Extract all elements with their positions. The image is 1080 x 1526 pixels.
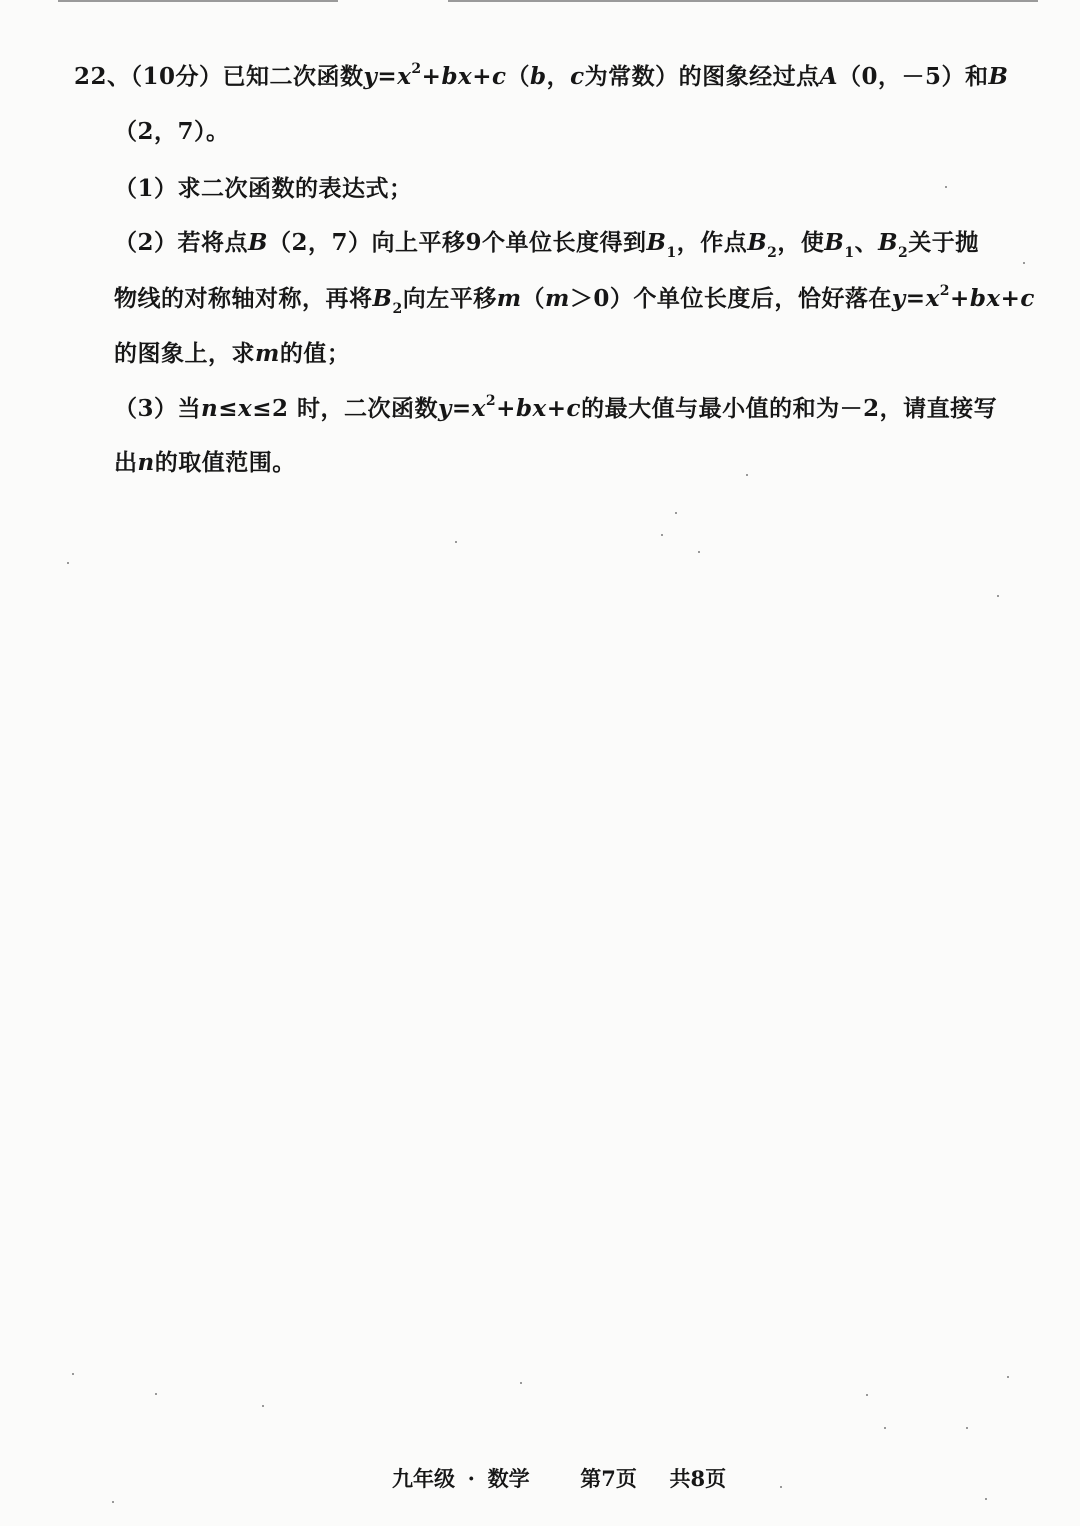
part-2-line-2 <box>114 283 1035 317</box>
part-2-text: 的图象上，求 <box>114 340 255 367</box>
subscript: 1 <box>666 244 677 261</box>
question-score: （10分） <box>130 63 223 90</box>
part-3-line-1 <box>114 394 997 424</box>
paren: （ <box>506 63 531 90</box>
func-var-x: x <box>458 63 473 90</box>
scan-speck <box>884 1427 886 1429</box>
func-var-b: b <box>969 285 987 312</box>
point-b1-label: B <box>646 229 667 256</box>
part-2-text: ，使 <box>777 229 825 256</box>
scan-speck <box>985 1498 987 1500</box>
part-3-text: ≤2 时，二次函数 <box>252 395 439 422</box>
point-a-label: A <box>819 63 839 90</box>
func-var-c: c <box>492 63 507 90</box>
scan-speck <box>112 1501 114 1503</box>
scan-speck <box>698 551 700 553</box>
stem-text: 为常数）的图象经过点 <box>584 63 820 90</box>
part-2-text: 向左平移 <box>402 285 497 312</box>
scan-speck <box>72 1373 74 1375</box>
footer-grade: 九年级 <box>392 1466 455 1491</box>
stem-text: 已知二次函数 <box>222 63 364 90</box>
const-c: c <box>570 63 585 90</box>
point-b-label: B <box>248 229 268 256</box>
scan-speck <box>455 541 457 543</box>
question-stem-line-2 <box>114 117 230 147</box>
func-var-c: c <box>1020 285 1035 312</box>
func-var-b: b <box>441 63 459 90</box>
part-2-line-3 <box>114 339 350 369</box>
func-plus: + <box>496 395 516 422</box>
part-2-text: ＞0）个单位长度后，恰好落在 <box>569 285 892 312</box>
point-b-label: B <box>988 63 1009 90</box>
var-m: m <box>545 285 570 312</box>
part-2-text: （2）若将点 <box>114 229 249 256</box>
footer-total-pages: 共8页 <box>669 1466 727 1491</box>
scan-speck <box>866 1394 868 1396</box>
func-var-c: c <box>566 395 582 422</box>
part-2-text: 物线的对称轴对称，再将 <box>114 285 373 312</box>
subscript: 1 <box>844 244 855 261</box>
scan-speck <box>780 1486 782 1488</box>
point-b2-label: B <box>372 285 393 312</box>
scan-speck <box>1007 1376 1009 1378</box>
func-eq: = <box>377 63 398 90</box>
func-exponent: 2 <box>485 393 497 410</box>
point-a-coord: （0，－5）和 <box>838 63 989 90</box>
func-var-x: x <box>397 63 412 90</box>
scan-speck <box>67 562 69 564</box>
footer-page-number: 第7页 <box>580 1466 637 1491</box>
scan-speck <box>520 1382 522 1384</box>
func-var-y: y <box>363 63 378 90</box>
var-n: n <box>137 449 155 476</box>
point-b-coord: （2，7）。 <box>114 118 230 145</box>
func-var-y: y <box>438 395 452 422</box>
part-2-text: 关于抛 <box>908 229 979 256</box>
footer-subject: 数学 <box>487 1466 530 1491</box>
scan-speck <box>675 512 677 514</box>
var-m: m <box>496 285 522 312</box>
scan-speck <box>997 595 999 597</box>
scan-speck <box>1023 262 1025 264</box>
part-2-line-1 <box>114 228 979 261</box>
part-3-text: 出 <box>114 449 138 476</box>
subscript: 2 <box>392 300 403 317</box>
func-plus: + <box>472 63 493 90</box>
func-plus: + <box>1000 285 1021 312</box>
const-b: b <box>530 63 547 90</box>
func-plus: + <box>950 285 970 312</box>
part-2-text: 、 <box>854 229 879 256</box>
func-eq: = <box>905 285 926 312</box>
var-m: m <box>255 340 280 367</box>
leq-symbol: ≤ <box>218 395 239 422</box>
func-plus: + <box>421 63 442 90</box>
func-plus: + <box>546 395 567 422</box>
subscript: 2 <box>898 244 909 261</box>
scan-speck <box>945 186 947 188</box>
point-b2-label: B <box>878 229 899 256</box>
subscript: 2 <box>767 244 778 261</box>
part-3-line-2 <box>114 448 296 478</box>
scan-speck <box>746 474 748 476</box>
question-stem-line-1 <box>74 62 1008 92</box>
func-var-y: y <box>891 285 906 312</box>
func-var-b: b <box>515 395 533 422</box>
func-exponent: 2 <box>939 283 951 300</box>
page-footer <box>392 1463 726 1493</box>
func-exponent: 2 <box>411 61 422 78</box>
part-2-text: ，作点 <box>676 229 748 256</box>
part-3-text: 的最大值与最小值的和为－2，请直接写 <box>581 395 998 422</box>
var-n: n <box>201 395 219 422</box>
scan-speck <box>966 1427 968 1429</box>
func-var-x: x <box>238 395 253 422</box>
scan-speck <box>661 534 663 536</box>
part-3-text: 的取值范围。 <box>154 449 296 476</box>
func-var-x: x <box>471 395 486 422</box>
part-2-text: （ <box>521 285 546 312</box>
const-sep: ， <box>546 63 571 90</box>
footer-separator: · <box>467 1466 475 1491</box>
part-1 <box>114 174 413 204</box>
part-2-text: （2，7）向上平移9个单位长度得到 <box>267 229 647 256</box>
point-b2-label: B <box>747 229 768 256</box>
func-var-x: x <box>925 285 940 312</box>
part-1-text: （1）求二次函数的表达式； <box>114 175 413 202</box>
func-var-x: x <box>986 285 1001 312</box>
scan-speck <box>262 1405 264 1407</box>
part-3-text: （3）当 <box>114 395 202 422</box>
point-b1-label: B <box>824 229 845 256</box>
scan-speck <box>155 1393 157 1395</box>
question-number: 22、 <box>74 63 131 90</box>
part-2-text: 的值； <box>279 340 351 367</box>
func-var-x: x <box>532 395 547 422</box>
func-eq: = <box>451 395 472 422</box>
